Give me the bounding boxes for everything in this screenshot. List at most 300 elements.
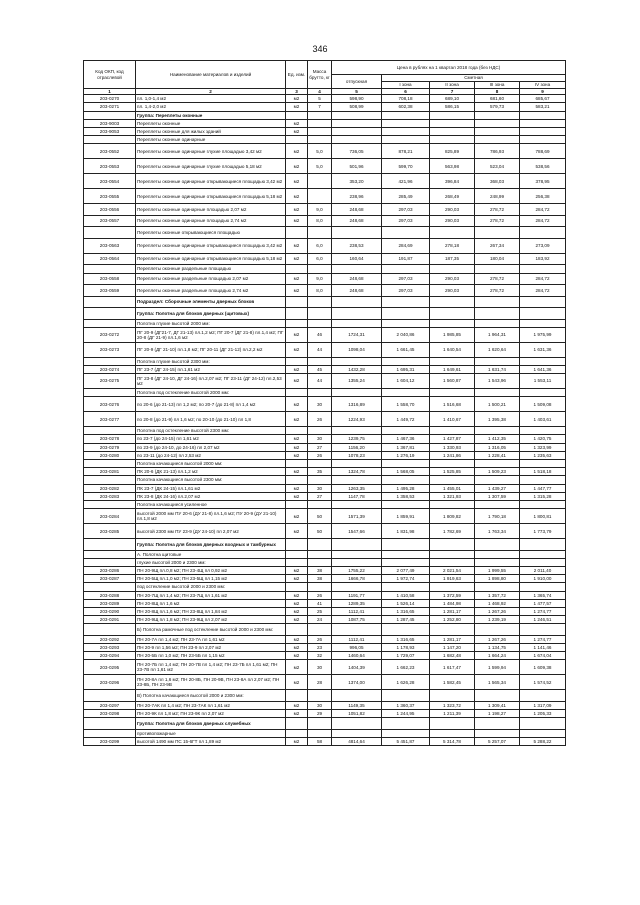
table-row [84,174,566,189]
cell-unit: м2 [286,616,308,624]
table-row [84,718,566,730]
cell-release-price: 1460,64 [332,652,382,660]
cell-mass: 6,0 [308,238,332,253]
cell-mass [308,189,332,204]
table-row [84,189,566,204]
cell-code: 203-0289 [84,599,136,607]
cell-name: под остекление высотой 2000 и 2300 мм: [136,583,286,591]
table-row [84,492,566,500]
cell-code [84,539,136,551]
cell-zone3-price [475,296,520,308]
table-row [84,635,566,643]
cell-zone3-price: 1 790,18 [475,509,520,524]
cell-mass: 8,0 [308,285,332,297]
cell-zone1-price: 1 695,31 [382,365,430,373]
cell-code: 203-9053 [84,127,136,135]
cell-unit [286,539,308,551]
cell-release-price: 501,96 [332,159,382,174]
cell-mass: 30 [308,701,332,709]
cell-zone4-price: 1 509,08 [520,397,566,412]
cell-zone2-price: 563,98 [430,159,475,174]
cell-zone1-price: 708,18 [382,95,430,103]
table-row [84,342,566,357]
cell-release-price [332,119,382,127]
cell-zone2-price [430,227,475,239]
cell-zone4-price: 183,92 [520,253,566,265]
cell-zone4-price [520,389,566,397]
cell-name: ПН 20-7АК пл 1,4 м2; ПН 23-7АК пл 1,61 м2 [136,701,286,709]
cell-zone4-price: 284,72 [520,285,566,297]
table-row [84,327,566,342]
cell-unit: м2 [286,127,308,135]
cell-release-price [332,136,382,144]
cell-unit: м2 [286,174,308,189]
cell-zone4-price [520,127,566,135]
table-row [84,296,566,308]
cell-unit [286,550,308,558]
cell-unit: м2 [286,159,308,174]
col-number: 4 [308,89,332,95]
cell-zone3-price [475,389,520,397]
table-row [84,690,566,702]
table-row [84,476,566,484]
cell-zone1-price [382,718,430,730]
table-row [84,111,566,119]
cell-mass [308,174,332,189]
cell-mass: 5,0 [308,144,332,159]
cell-zone4-price [520,558,566,566]
table-row [84,484,566,492]
cell-zone1-price: 297,03 [382,204,430,216]
cell-zone4-price: 1 141,46 [520,644,566,652]
cell-release-price [332,729,382,737]
cell-zone2-price: 1 410,67 [430,412,475,427]
cell-unit: м2 [286,397,308,412]
cell-zone1-price: 1 467,36 [382,435,430,443]
cell-zone4-price [520,119,566,127]
cell-mass [308,111,332,119]
cell-code: 203-0559 [84,285,136,297]
cell-zone2-price: 1 484,98 [430,599,475,607]
cell-unit: м2 [286,365,308,373]
cell-unit: м2 [286,710,308,718]
cell-zone2-price: 268,49 [430,189,475,204]
cell-mass [308,729,332,737]
cell-release-price: 160,64 [332,253,382,265]
cell-name: Полотна под остекление высотой 2000 мм: [136,389,286,397]
cell-code [84,389,136,397]
table-row [84,427,566,435]
cell-zone4-price: 1 674,04 [520,652,566,660]
cell-zone3-price: 278,72 [475,273,520,285]
cell-release-price [332,308,382,320]
cell-unit: м2 [286,660,308,675]
cell-zone3-price: 1 664,24 [475,652,520,660]
table-row [84,599,566,607]
table-row [84,624,566,636]
cell-unit [286,690,308,702]
cell-zone3-price: 248,99 [475,189,520,204]
cell-release-price: 1724,31 [332,327,382,342]
cell-zone2-price: 1 582,45 [430,675,475,690]
cell-code: 203-0276 [84,397,136,412]
cell-zone4-price [520,539,566,551]
cell-mass [308,308,332,320]
cell-zone3-price: 1 468,92 [475,599,520,607]
cell-name: ПН 20-5Б пл 1,0 м2; ПН 23-5Б пл 1,15 м2 [136,652,286,660]
cell-zone4-price: 685,67 [520,95,566,103]
cell-release-price: 1263,35 [332,484,382,492]
cell-zone2-price: 290,03 [430,285,475,297]
cell-zone1-price: 1 859,91 [382,509,430,524]
cell-unit [286,308,308,320]
cell-name: Группа: Полотна для блоков дверных (щитовых) [136,308,286,320]
cell-unit [286,265,308,273]
table-row [84,95,566,103]
cell-zone1-price: 1 526,14 [382,599,430,607]
table-body [84,95,566,746]
cell-zone4-price: 1 975,99 [520,327,566,342]
cell-zone1-price: 1 558,70 [382,397,430,412]
cell-unit [286,718,308,730]
table-row [84,729,566,737]
cell-zone1-price [382,296,430,308]
cell-zone4-price: 1 631,36 [520,342,566,357]
cell-zone3-price: 180,04 [475,253,520,265]
cell-mass: 58 [308,737,332,745]
cell-unit: м2 [286,374,308,389]
cell-name: Переплеты оконные одинарные [136,136,286,144]
cell-zone2-price [430,389,475,397]
cell-zone3-price [475,476,520,484]
cell-name: Группа: Полотна для блоков дверных входных и тамбурных [136,539,286,551]
table-row [84,365,566,373]
cell-zone3-price: 1 239,19 [475,616,520,624]
cell-zone3-price [475,729,520,737]
cell-name: Переплеты оконные одинарные площадью 2,74 м2 [136,215,286,227]
cell-code: 203-0278 [84,435,136,443]
cell-zone1-price: 191,87 [382,253,430,265]
cell-mass: 26 [308,591,332,599]
cell-code [84,136,136,144]
cell-zone4-price [520,111,566,119]
cell-zone1-price [382,476,430,484]
cell-release-price [332,476,382,484]
cell-code: 203-0555 [84,189,136,204]
cell-zone4-price [520,624,566,636]
cell-zone1-price [382,127,430,135]
cell-zone1-price: 5 451,87 [382,737,430,745]
col-number: 7 [430,89,475,95]
header-zone4: IV зона [520,82,566,89]
cell-zone2-price: 290,03 [430,215,475,227]
cell-name: Полотна глухие высотой 2300 мм: [136,357,286,365]
cell-zone3-price: 368,03 [475,174,520,189]
cell-code [84,729,136,737]
cell-unit [286,500,308,508]
cell-zone4-price: 788,69 [520,144,566,159]
cell-zone4-price: 1 518,18 [520,468,566,476]
cell-zone1-price: 1 276,19 [382,451,430,459]
cell-mass [308,460,332,468]
cell-release-price: 1147,78 [332,492,382,500]
cell-mass: 25 [308,607,332,615]
table-row [84,285,566,297]
cell-name: ПН 20-9Щ пл.0,8 м2; ПН 23-4Щ пл 0,92 м2 [136,567,286,575]
cell-mass: 28 [308,675,332,690]
cell-zone1-price: 1 729,07 [382,652,430,660]
table-row [84,136,566,144]
cell-zone4-price [520,357,566,365]
cell-zone3-price: 786,93 [475,144,520,159]
cell-code: 203-0274 [84,365,136,373]
cell-release-price: 238,53 [332,238,382,253]
cell-name: ПН 20-8А пл 1,6 м2; ПН 20-8Б, ПН 20-9В, ПН 23-8А пл 2,07 м2; ПН 23-8Б, ПН 23-9В [136,675,286,690]
cell-zone2-price: 1 323,72 [430,701,475,709]
table-row [84,204,566,216]
cell-zone1-price: 1 316,65 [382,607,430,615]
cell-mass: 5 [308,95,332,103]
cell-zone3-price [475,583,520,591]
cell-mass [308,624,332,636]
cell-name: высотой 2300 мм ПУ 23-9 (ДУ 24-10) пл 2,07 м2 [136,524,286,539]
cell-zone2-price: 1 640,54 [430,342,475,357]
cell-code: 203-0298 [84,710,136,718]
cell-zone2-price [430,500,475,508]
cell-zone1-price: 2 040,86 [382,327,430,342]
table-row [84,558,566,566]
cell-release-price [332,389,382,397]
cell-zone4-price: 284,72 [520,204,566,216]
cell-mass [308,500,332,508]
cell-code: 203-0271 [84,103,136,111]
cell-name: глухие высотой 2000 и 2300 мм: [136,558,286,566]
cell-mass [308,539,332,551]
header-price-title: Цена в рублях на 1 квартал 2018 года (без НДС) [332,61,566,75]
cell-release-price [332,265,382,273]
cell-zone1-price [382,690,430,702]
table-row [84,374,566,389]
table-row [84,265,566,273]
cell-zone2-price: 278,18 [430,238,475,253]
cell-code: 203-0273 [84,342,136,357]
cell-code: 203-0558 [84,273,136,285]
cell-unit [286,111,308,119]
cell-zone4-price: 273,09 [520,238,566,253]
cell-name: ПГ 20-9 (ДГ21-7, ДГ 21-13) пл.1,2 м2; ПГ 20-7 (ДГ 21-8) пл.1,4 м2; ПГ 20-8 (ДГ 21-9) пл.1,6 м2 [136,327,286,342]
cell-unit [286,476,308,484]
cell-code: 203-0552 [84,144,136,159]
cell-name: по 20-6 (до 21-13) пл 1,2 м2; по 20-7 (до 21-8) пл 1,4 м2 [136,397,286,412]
cell-release-price: 1547,66 [332,524,382,539]
cell-zone1-price [382,119,430,127]
cell-release-price: 996,05 [332,644,382,652]
cell-release-price [332,558,382,566]
cell-zone4-price [520,500,566,508]
cell-zone2-price: 1 281,17 [430,635,475,643]
cell-zone2-price: 1 516,68 [430,397,475,412]
cell-unit: м2 [286,591,308,599]
cell-unit [286,319,308,327]
cell-mass: 9,0 [308,204,332,216]
cell-name: Б) Полотна рамочные под остекление высотой 2000 и 2300 мм: [136,624,286,636]
cell-zone1-price: 1 316,65 [382,635,430,643]
cell-release-price [332,500,382,508]
cell-zone1-price: 1 604,12 [382,374,430,389]
cell-release-price: 1191,77 [332,591,382,599]
table-row [84,652,566,660]
cell-name: противопожарные [136,729,286,737]
cell-release-price: 1355,24 [332,374,382,389]
cell-mass: 30 [308,484,332,492]
cell-release-price [332,583,382,591]
cell-code: 203-0563 [84,238,136,253]
cell-code: 203-0297 [84,701,136,709]
cell-zone3-price: 1 763,34 [475,524,520,539]
cell-zone1-price: 1 449,72 [382,412,430,427]
cell-zone4-price: 1 910,00 [520,575,566,583]
cell-code [84,583,136,591]
cell-zone2-price: 1 147,20 [430,644,475,652]
cell-zone1-price: 1 178,93 [382,644,430,652]
cell-release-price: 1324,78 [332,468,382,476]
cell-zone3-price [475,127,520,135]
cell-name: Полотна качающиеся высотой 2300 мм: [136,476,286,484]
cell-zone3-price: 267,34 [475,238,520,253]
cell-zone2-price [430,357,475,365]
cell-zone2-price: 1 782,69 [430,524,475,539]
cell-mass [308,265,332,273]
cell-code [84,427,136,435]
cell-zone2-price: 290,03 [430,204,475,216]
cell-release-price [332,111,382,119]
cell-release-price: 1078,23 [332,451,382,459]
cell-name: Полотна глухие высотой 2000 мм: [136,319,286,327]
header-release: отпускная [332,75,382,89]
cell-mass: 7 [308,103,332,111]
cell-zone3-price: 1 134,75 [475,644,520,652]
header-zone1: I зона [382,82,430,89]
cell-zone3-price: 1 898,80 [475,575,520,583]
cell-zone2-price: 396,84 [430,174,475,189]
cell-unit: м2 [286,492,308,500]
cell-release-price: 1149,35 [332,701,382,709]
cell-zone2-price: 1 649,61 [430,365,475,373]
cell-zone4-price [520,265,566,273]
table-row [84,119,566,127]
cell-zone1-price: 284,69 [382,238,430,253]
cell-zone2-price [430,119,475,127]
cell-release-price [332,357,382,365]
cell-unit: м2 [286,189,308,204]
cell-unit: м2 [286,509,308,524]
cell-name: Переплеты оконные раздельные площадью [136,265,286,273]
col-number: 5 [332,89,382,95]
cell-zone1-price: 1 360,37 [382,701,430,709]
header-zone3: III зона [475,82,520,89]
cell-code [84,500,136,508]
cell-release-price [332,624,382,636]
cell-zone3-price: 1 307,59 [475,492,520,500]
cell-zone4-price: 1 246,51 [520,616,566,624]
cell-mass: 27 [308,443,332,451]
table-row [84,616,566,624]
cell-unit [286,558,308,566]
cell-unit: м2 [286,285,308,297]
cell-zone3-price: 1 228,41 [475,451,520,459]
cell-zone1-price: 1 367,81 [382,443,430,451]
cell-zone2-price: 689,10 [430,95,475,103]
cell-zone1-price [382,308,430,320]
cell-unit [286,227,308,239]
cell-unit: м2 [286,652,308,660]
cell-mass [308,119,332,127]
cell-zone1-price: 1 410,58 [382,591,430,599]
cell-name: ПГ 23-8 (ДГ 24-10, ДГ 24-16) пл.2,07 м2; ПГ 23-11 (ДГ 24-12) пл.2,53 м2 [136,374,286,389]
cell-code: 203-0293 [84,644,136,652]
cell-zone4-price [520,308,566,320]
cell-name: пл. 1,4-2,0 м2 [136,103,286,111]
cell-zone4-price: 1 315,28 [520,492,566,500]
cell-release-price: 736,05 [332,144,382,159]
cell-zone2-price [430,539,475,551]
cell-zone2-price: 290,03 [430,273,475,285]
cell-mass: 30 [308,435,332,443]
cell-code: 203-0284 [84,509,136,524]
cell-name: ПК 23-8 (ДК 24-16) пл.2,07 м2 [136,492,286,500]
cell-zone3-price [475,539,520,551]
table-row [84,567,566,575]
cell-unit: м2 [286,273,308,285]
col-number: 2 [136,89,286,95]
cell-name: В) Полотна качающиеся высотой 2000 и 2300 мм: [136,690,286,702]
cell-zone1-price [382,624,430,636]
cell-name: ПН 20-7Б пл 1,4 м2; ПН 20-7В пл 1,4 м2; ПН 23-7Б пл 1,61 м2; ПН 23-7В пл 1,61 м2 [136,660,286,675]
cell-zone3-price [475,460,520,468]
cell-code: 203-0279 [84,443,136,451]
cell-zone4-price [520,296,566,308]
cell-zone1-price [382,460,430,468]
table-row [84,319,566,327]
cell-mass [308,227,332,239]
header-mass: Масса брутто, кг [308,61,332,89]
cell-zone2-price: 1 560,87 [430,374,475,389]
table-row [84,238,566,253]
cell-unit [286,357,308,365]
cell-name: Полотна качающиеся усиленное [136,500,286,508]
cell-mass: 26 [308,451,332,459]
cell-code: 203-0277 [84,412,136,427]
table-row [84,539,566,551]
cell-zone1-price: 2 077,49 [382,567,430,575]
cell-unit: м2 [286,675,308,690]
cell-zone1-price: 1 661,45 [382,342,430,357]
cell-code [84,460,136,468]
cell-release-price [332,460,382,468]
cell-code: 203-0556 [84,204,136,216]
cell-code: 203-0292 [84,635,136,643]
cell-zone3-price [475,427,520,435]
cell-mass: 50 [308,509,332,524]
cell-zone4-price [520,227,566,239]
cell-unit: м2 [286,253,308,265]
table-row [84,468,566,476]
cell-mass: 26 [308,412,332,427]
cell-code: 203-0285 [84,524,136,539]
cell-zone3-price: 1 999,55 [475,567,520,575]
cell-mass: 9,0 [308,273,332,285]
cell-mass [308,296,332,308]
